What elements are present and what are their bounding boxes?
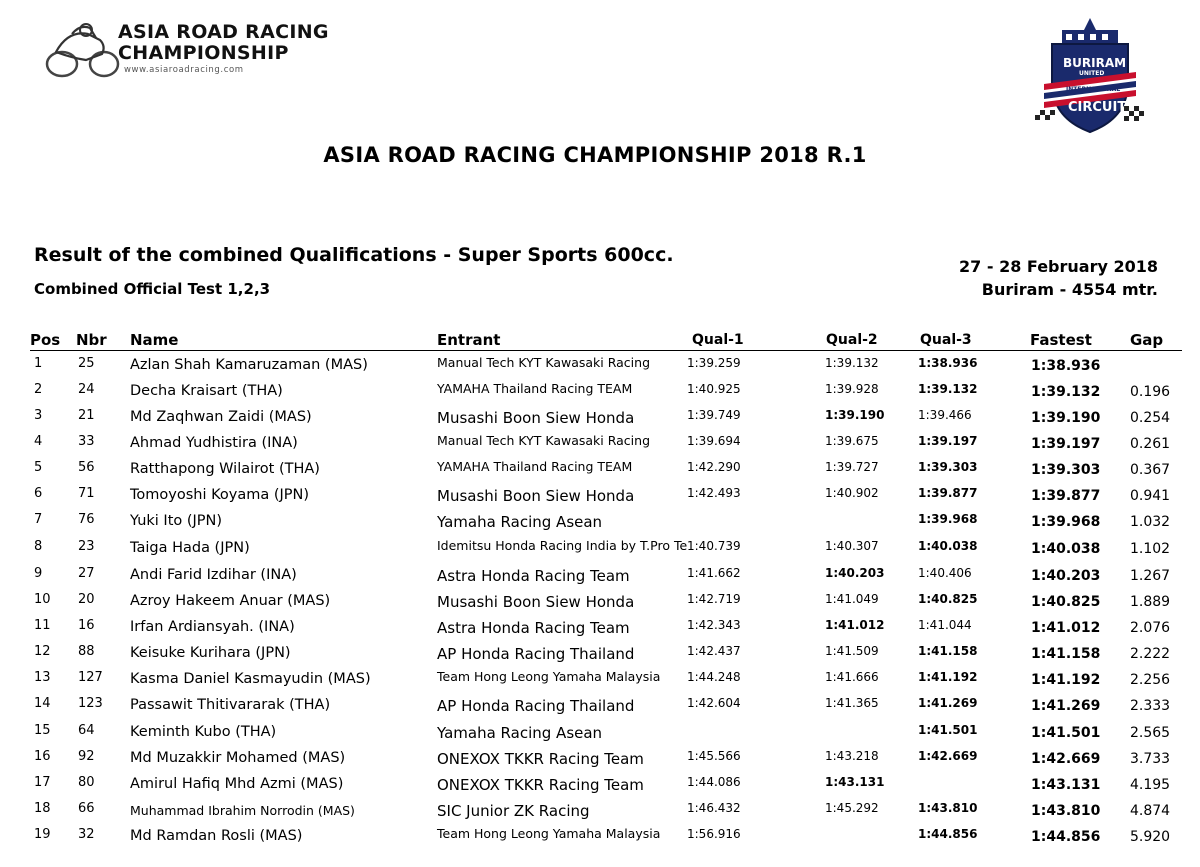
cell-name: Muhammad Ibrahim Norrodin (MAS): [130, 803, 355, 818]
cell-entrant: Yamaha Racing Asean: [437, 513, 603, 531]
cell-pos: 5: [34, 460, 43, 475]
results-subtitle: Result of the combined Qualifications - Super Sports 600cc.: [34, 244, 674, 266]
cell-pos: 3: [34, 408, 43, 423]
col-header-name: Name: [130, 331, 179, 349]
cell-gap: 3.733: [1130, 751, 1171, 767]
cell-entrant: Musashi Boon Siew Honda: [437, 593, 635, 611]
cell-fastest: 1:41.269: [1031, 698, 1101, 714]
table-row: [0, 563, 1200, 589]
cell-qual3: 1:42.669: [918, 749, 978, 763]
cell-qual2: 1:39.928: [825, 382, 879, 396]
table-row: [0, 379, 1200, 405]
cell-pos: 7: [34, 512, 43, 527]
cell-entrant: Idemitsu Honda Racing India by T.Pro Te: [437, 538, 688, 553]
cell-entrant: Team Hong Leong Yamaha Malaysia: [437, 669, 661, 684]
cell-qual2: 1:39.727: [825, 460, 879, 474]
motorcycle-rider-icon: [42, 20, 122, 82]
cell-qual1: 1:41.662: [687, 566, 741, 580]
cell-fastest: 1:43.131: [1031, 777, 1101, 793]
logo-line-1: ASIA ROAD RACING: [118, 21, 329, 43]
cell-qual3: 1:39.132: [918, 382, 978, 396]
circuit-logo-line-1: BURIRAM: [1063, 56, 1127, 70]
cell-nbr: 92: [78, 749, 95, 764]
cell-pos: 8: [34, 539, 43, 554]
page-title: ASIA ROAD RACING CHAMPIONSHIP 2018 R.1: [323, 143, 867, 167]
cell-nbr: 127: [78, 670, 103, 685]
cell-entrant: ONEXOX TKKR Racing Team: [437, 750, 644, 768]
cell-nbr: 25: [78, 356, 95, 371]
cell-qual2: 1:39.675: [825, 434, 879, 448]
table-row: [0, 353, 1200, 379]
cell-name: Md Zaqhwan Zaidi (MAS): [130, 409, 312, 425]
cell-entrant: Musashi Boon Siew Honda: [437, 487, 635, 505]
cell-qual2: 1:41.049: [825, 592, 879, 606]
cell-qual2: 1:41.666: [825, 670, 879, 684]
cell-nbr: 20: [78, 592, 95, 607]
cell-nbr: 23: [78, 539, 95, 554]
cell-qual3: 1:40.038: [918, 539, 978, 553]
cell-qual1: 1:39.694: [687, 434, 741, 448]
cell-gap: 2.565: [1130, 725, 1171, 741]
cell-pos: 4: [34, 434, 43, 449]
cell-fastest: 1:41.012: [1031, 620, 1101, 636]
cell-qual1: 1:42.437: [687, 644, 741, 658]
cell-qual2: 1:40.203: [825, 566, 885, 580]
cell-qual3: 1:40.406: [918, 566, 972, 580]
cell-qual3: 1:38.936: [918, 356, 978, 370]
cell-qual1: 1:44.248: [687, 670, 741, 684]
cell-nbr: 24: [78, 382, 95, 397]
cell-entrant: AP Honda Racing Thailand: [437, 645, 635, 663]
cell-fastest: 1:40.203: [1031, 568, 1101, 584]
col-header-fastest: Fastest: [1030, 331, 1092, 349]
cell-nbr: 76: [78, 512, 95, 527]
circuit-logo-line-4: CIRCUIT: [1068, 100, 1127, 115]
col-header-qual1: Qual-1: [692, 332, 744, 348]
cell-pos: 17: [34, 775, 51, 790]
cell-qual2: 1:43.218: [825, 749, 879, 763]
cell-qual3: 1:40.825: [918, 592, 978, 606]
cell-name: Ratthapong Wilairot (THA): [130, 461, 320, 477]
cell-fastest: 1:40.825: [1031, 594, 1101, 610]
cell-fastest: 1:41.158: [1031, 646, 1101, 662]
table-row: [0, 641, 1200, 667]
cell-qual2: 1:39.132: [825, 356, 879, 370]
cell-qual1: 1:45.566: [687, 749, 741, 763]
cell-name: Kasma Daniel Kasmayudin (MAS): [130, 671, 371, 687]
cell-entrant: AP Honda Racing Thailand: [437, 697, 635, 715]
cell-fastest: 1:41.192: [1031, 672, 1101, 688]
cell-fastest: 1:39.968: [1031, 514, 1101, 530]
table-row: [0, 405, 1200, 431]
cell-qual2: 1:43.131: [825, 775, 885, 789]
cell-nbr: 66: [78, 801, 95, 816]
cell-qual2: 1:40.902: [825, 486, 879, 500]
circuit-logo-line-3: INTERNATIONAL: [1066, 86, 1121, 93]
cell-qual3: 1:39.466: [918, 408, 972, 422]
cell-nbr: 88: [78, 644, 95, 659]
buriram-shield-icon: [1026, 14, 1154, 142]
cell-fastest: 1:41.501: [1031, 725, 1101, 741]
cell-gap: 0.367: [1130, 462, 1171, 478]
cell-entrant: YAMAHA Thailand Racing TEAM: [437, 459, 633, 474]
cell-name: Md Muzakkir Mohamed (MAS): [130, 750, 346, 766]
cell-gap: 2.076: [1130, 620, 1171, 636]
cell-pos: 16: [34, 749, 51, 764]
cell-qual1: 1:42.343: [687, 618, 741, 632]
cell-name: Taiga Hada (JPN): [130, 540, 250, 556]
table-row: [0, 693, 1200, 719]
cell-qual3: 1:41.501: [918, 723, 978, 737]
cell-entrant: Musashi Boon Siew Honda: [437, 409, 635, 427]
cell-qual3: 1:39.303: [918, 460, 978, 474]
cell-fastest: 1:43.810: [1031, 803, 1101, 819]
cell-qual2: 1:40.307: [825, 539, 879, 553]
table-row: [0, 483, 1200, 509]
cell-pos: 10: [34, 592, 51, 607]
cell-fastest: 1:39.190: [1031, 410, 1101, 426]
cell-qual3: 1:41.158: [918, 644, 978, 658]
table-row: [0, 615, 1200, 641]
cell-gap: 2.222: [1130, 646, 1171, 662]
cell-nbr: 16: [78, 618, 95, 633]
buriram-circuit-logo: [1026, 14, 1154, 142]
cell-nbr: 27: [78, 566, 95, 581]
cell-name: Azroy Hakeem Anuar (MAS): [130, 593, 331, 609]
cell-qual1: 1:42.493: [687, 486, 741, 500]
table-row: [0, 746, 1200, 772]
cell-qual3: 1:43.810: [918, 801, 978, 815]
cell-qual3: 1:44.856: [918, 827, 978, 841]
cell-qual3: 1:39.968: [918, 512, 978, 526]
cell-name: Andi Farid Izdihar (INA): [130, 567, 297, 583]
cell-fastest: 1:39.877: [1031, 488, 1101, 504]
asia-road-racing-logo: [42, 20, 329, 82]
cell-nbr: 80: [78, 775, 95, 790]
cell-name: Azlan Shah Kamaruzaman (MAS): [130, 357, 368, 373]
cell-gap: 4.195: [1130, 777, 1171, 793]
cell-fastest: 1:38.936: [1031, 358, 1101, 374]
cell-pos: 13: [34, 670, 51, 685]
cell-nbr: 56: [78, 460, 95, 475]
cell-gap: 0.941: [1130, 488, 1171, 504]
cell-qual1: 1:39.749: [687, 408, 741, 422]
cell-pos: 6: [34, 486, 43, 501]
cell-gap: 1.032: [1130, 514, 1171, 530]
cell-qual2: 1:41.012: [825, 618, 885, 632]
cell-qual3: 1:39.197: [918, 434, 978, 448]
cell-entrant: YAMAHA Thailand Racing TEAM: [437, 381, 633, 396]
cell-gap: 2.333: [1130, 698, 1171, 714]
cell-nbr: 64: [78, 723, 95, 738]
cell-pos: 15: [34, 723, 51, 738]
cell-qual3: 1:41.269: [918, 696, 978, 710]
cell-qual1: 1:39.259: [687, 356, 741, 370]
cell-entrant: Astra Honda Racing Team: [437, 567, 630, 585]
table-row: [0, 431, 1200, 457]
cell-name: Yuki Ito (JPN): [130, 513, 223, 529]
table-row: [0, 536, 1200, 562]
cell-qual1: 1:42.604: [687, 696, 741, 710]
cell-qual3: 1:41.044: [918, 618, 972, 632]
cell-entrant: Astra Honda Racing Team: [437, 619, 630, 637]
table-row: [0, 798, 1200, 824]
cell-gap: 5.920: [1130, 829, 1171, 845]
cell-qual2: 1:45.292: [825, 801, 879, 815]
cell-entrant: Yamaha Racing Asean: [437, 724, 603, 742]
cell-name: Md Ramdan Rosli (MAS): [130, 828, 303, 844]
cell-fastest: 1:42.669: [1031, 751, 1101, 767]
col-header-qual2: Qual-2: [826, 332, 878, 348]
session-name: Combined Official Test 1,2,3: [34, 280, 271, 298]
cell-entrant: Team Hong Leong Yamaha Malaysia: [437, 826, 661, 841]
cell-pos: 12: [34, 644, 51, 659]
table-row: [0, 772, 1200, 798]
col-header-entrant: Entrant: [437, 331, 501, 349]
cell-name: Decha Kraisart (THA): [130, 383, 283, 399]
cell-name: Ahmad Yudhistira (INA): [130, 435, 298, 451]
cell-gap: 2.256: [1130, 672, 1171, 688]
table-row: [0, 589, 1200, 615]
cell-nbr: 21: [78, 408, 95, 423]
cell-qual2: 1:41.365: [825, 696, 879, 710]
cell-fastest: 1:44.856: [1031, 829, 1101, 845]
cell-entrant: Manual Tech KYT Kawasaki Racing: [437, 433, 651, 448]
cell-pos: 14: [34, 696, 51, 711]
cell-gap: 1.267: [1130, 568, 1171, 584]
cell-qual1: 1:42.719: [687, 592, 741, 606]
cell-entrant: ONEXOX TKKR Racing Team: [437, 776, 644, 794]
cell-gap: 0.196: [1130, 384, 1171, 400]
col-header-nbr: Nbr: [76, 331, 107, 349]
cell-qual1: 1:40.739: [687, 539, 741, 553]
circuit-logo-line-2: UNITED: [1079, 70, 1105, 77]
cell-nbr: 71: [78, 486, 95, 501]
cell-qual1: 1:40.925: [687, 382, 741, 396]
cell-fastest: 1:39.303: [1031, 462, 1101, 478]
col-header-pos: Pos: [30, 331, 61, 349]
cell-gap: 1.889: [1130, 594, 1171, 610]
cell-gap: 0.254: [1130, 410, 1171, 426]
cell-qual1: 1:42.290: [687, 460, 741, 474]
table-header: [30, 331, 1182, 351]
event-venue: Buriram - 4554 mtr.: [981, 280, 1158, 299]
cell-nbr: 32: [78, 827, 95, 842]
cell-name: Amirul Hafiq Mhd Azmi (MAS): [130, 776, 344, 792]
cell-name: Keisuke Kurihara (JPN): [130, 645, 291, 661]
cell-qual1: 1:44.086: [687, 775, 741, 789]
cell-entrant: SIC Junior ZK Racing: [437, 802, 590, 820]
cell-pos: 1: [34, 356, 43, 371]
cell-fastest: 1:39.132: [1031, 384, 1101, 400]
cell-pos: 11: [34, 618, 51, 633]
cell-gap: 1.102: [1130, 541, 1171, 557]
table-row: [0, 509, 1200, 535]
cell-fastest: 1:40.038: [1031, 541, 1101, 557]
cell-name: Tomoyoshi Koyama (JPN): [130, 487, 310, 503]
cell-qual3: 1:41.192: [918, 670, 978, 684]
cell-qual2: 1:41.509: [825, 644, 879, 658]
table-row: [0, 720, 1200, 746]
cell-qual1: 1:56.916: [687, 827, 741, 841]
cell-pos: 18: [34, 801, 51, 816]
cell-qual3: 1:39.877: [918, 486, 978, 500]
logo-url: www.asiaroadracing.com: [124, 65, 244, 75]
cell-pos: 9: [34, 566, 43, 581]
table-row: [0, 457, 1200, 483]
cell-gap: 0.261: [1130, 436, 1171, 452]
event-date: 27 - 28 February 2018: [959, 257, 1158, 276]
cell-qual1: 1:46.432: [687, 801, 741, 815]
table-row: [0, 667, 1200, 693]
logo-line-2: CHAMPIONSHIP: [118, 42, 289, 64]
col-header-qual3: Qual-3: [920, 332, 972, 348]
cell-pos: 2: [34, 382, 43, 397]
cell-qual2: 1:39.190: [825, 408, 885, 422]
col-header-gap: Gap: [1130, 331, 1164, 349]
cell-pos: 19: [34, 827, 51, 842]
table-row: [0, 824, 1200, 850]
cell-name: Irfan Ardiansyah. (INA): [130, 619, 295, 635]
cell-fastest: 1:39.197: [1031, 436, 1101, 452]
cell-entrant: Manual Tech KYT Kawasaki Racing: [437, 355, 651, 370]
cell-name: Passawit Thitivararak (THA): [130, 697, 331, 713]
cell-nbr: 33: [78, 434, 95, 449]
cell-name: Keminth Kubo (THA): [130, 724, 277, 740]
cell-nbr: 123: [78, 696, 103, 711]
cell-gap: 4.874: [1130, 803, 1171, 819]
